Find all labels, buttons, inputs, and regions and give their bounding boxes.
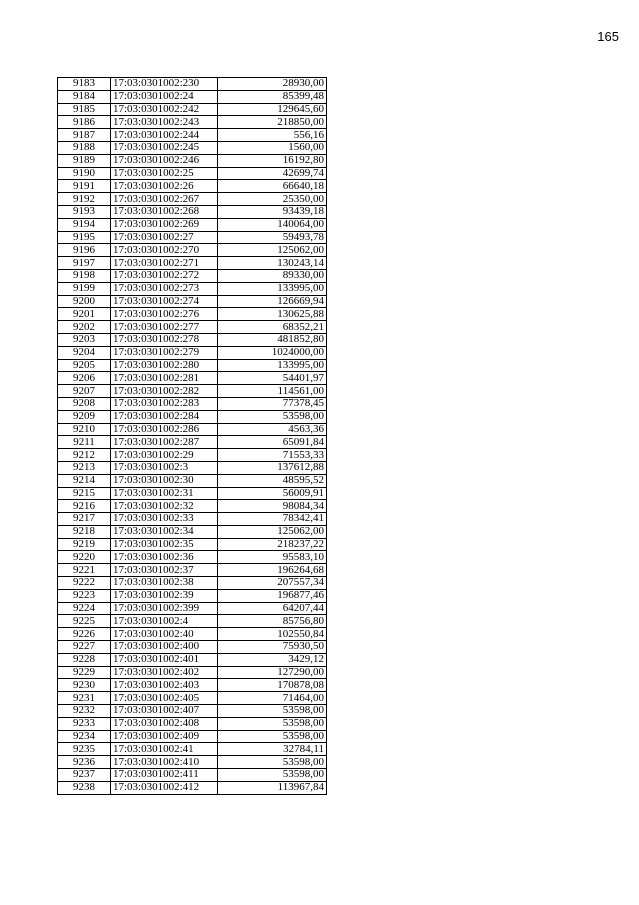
cadastral-number: 17:03:0301002:242 [111, 103, 218, 116]
cadastral-value: 42699,74 [218, 167, 327, 180]
cadastral-value: 53598,00 [218, 730, 327, 743]
row-number: 9215 [58, 487, 111, 500]
cadastral-number: 17:03:0301002:408 [111, 717, 218, 730]
table-row [58, 269, 327, 282]
row-number: 9229 [58, 666, 111, 679]
table-row [58, 705, 327, 718]
row-number: 9197 [58, 257, 111, 270]
row-number: 9212 [58, 449, 111, 462]
cadastral-number: 17:03:0301002:32 [111, 500, 218, 513]
table-row [58, 116, 327, 129]
row-number: 9190 [58, 167, 111, 180]
cadastral-value: 129645,60 [218, 103, 327, 116]
cadastral-value: 77378,45 [218, 397, 327, 410]
table-row [58, 180, 327, 193]
table-row [58, 359, 327, 372]
cadastral-number: 17:03:0301002:4 [111, 615, 218, 628]
row-number: 9235 [58, 743, 111, 756]
cadastral-number: 17:03:0301002:35 [111, 538, 218, 551]
cadastral-number: 17:03:0301002:230 [111, 78, 218, 91]
row-number: 9237 [58, 769, 111, 782]
row-number: 9183 [58, 78, 111, 91]
row-number: 9198 [58, 269, 111, 282]
row-number: 9204 [58, 346, 111, 359]
cadastral-number: 17:03:0301002:267 [111, 193, 218, 206]
registry-table [57, 77, 327, 795]
cadastral-value: 218850,00 [218, 116, 327, 129]
cadastral-number: 17:03:0301002:411 [111, 769, 218, 782]
cadastral-number: 17:03:0301002:280 [111, 359, 218, 372]
cadastral-value: 75930,50 [218, 641, 327, 654]
row-number: 9210 [58, 423, 111, 436]
row-number: 9221 [58, 564, 111, 577]
table-row [58, 666, 327, 679]
cadastral-value: 78342,41 [218, 513, 327, 526]
cadastral-value: 16192,80 [218, 154, 327, 167]
table-row [58, 717, 327, 730]
table-row [58, 781, 327, 794]
table-row [58, 743, 327, 756]
cadastral-number: 17:03:0301002:284 [111, 410, 218, 423]
cadastral-value: 196264,68 [218, 564, 327, 577]
row-number: 9188 [58, 141, 111, 154]
cadastral-value: 71464,00 [218, 692, 327, 705]
cadastral-number: 17:03:0301002:25 [111, 167, 218, 180]
cadastral-value: 53598,00 [218, 717, 327, 730]
table-row [58, 500, 327, 513]
cadastral-value: 126669,94 [218, 295, 327, 308]
table-row [58, 564, 327, 577]
cadastral-value: 130243,14 [218, 257, 327, 270]
table-row [58, 538, 327, 551]
cadastral-number: 17:03:0301002:402 [111, 666, 218, 679]
row-number: 9238 [58, 781, 111, 794]
cadastral-number: 17:03:0301002:286 [111, 423, 218, 436]
row-number: 9228 [58, 653, 111, 666]
cadastral-number: 17:03:0301002:33 [111, 513, 218, 526]
cadastral-number: 17:03:0301002:279 [111, 346, 218, 359]
cadastral-number: 17:03:0301002:278 [111, 333, 218, 346]
table-row [58, 90, 327, 103]
row-number: 9232 [58, 705, 111, 718]
cadastral-number: 17:03:0301002:36 [111, 551, 218, 564]
table-row [58, 769, 327, 782]
row-number: 9207 [58, 385, 111, 398]
cadastral-value: 196877,46 [218, 589, 327, 602]
row-number: 9199 [58, 282, 111, 295]
cadastral-value: 56009,91 [218, 487, 327, 500]
cadastral-value: 140064,00 [218, 218, 327, 231]
cadastral-value: 3429,12 [218, 653, 327, 666]
cadastral-value: 68352,21 [218, 321, 327, 334]
table-row [58, 513, 327, 526]
table-row [58, 436, 327, 449]
table-row [58, 154, 327, 167]
table-row [58, 474, 327, 487]
cadastral-value: 1560,00 [218, 141, 327, 154]
table-row [58, 628, 327, 641]
table-row [58, 692, 327, 705]
table-row [58, 641, 327, 654]
cadastral-value: 71553,33 [218, 449, 327, 462]
cadastral-value: 113967,84 [218, 781, 327, 794]
cadastral-number: 17:03:0301002:407 [111, 705, 218, 718]
table-row [58, 193, 327, 206]
cadastral-value: 53598,00 [218, 756, 327, 769]
cadastral-number: 17:03:0301002:245 [111, 141, 218, 154]
cadastral-number: 17:03:0301002:399 [111, 602, 218, 615]
table-row [58, 487, 327, 500]
row-number: 9192 [58, 193, 111, 206]
cadastral-number: 17:03:0301002:40 [111, 628, 218, 641]
table-row [58, 103, 327, 116]
cadastral-number: 17:03:0301002:282 [111, 385, 218, 398]
table-row [58, 449, 327, 462]
cadastral-number: 17:03:0301002:283 [111, 397, 218, 410]
row-number: 9203 [58, 333, 111, 346]
row-number: 9185 [58, 103, 111, 116]
table-row [58, 321, 327, 334]
cadastral-number: 17:03:0301002:3 [111, 461, 218, 474]
table-row [58, 333, 327, 346]
cadastral-number: 17:03:0301002:34 [111, 525, 218, 538]
page-number: 165 [597, 29, 619, 44]
row-number: 9214 [58, 474, 111, 487]
table-row [58, 653, 327, 666]
cadastral-value: 53598,00 [218, 705, 327, 718]
cadastral-value: 127290,00 [218, 666, 327, 679]
table-row [58, 141, 327, 154]
row-number: 9219 [58, 538, 111, 551]
cadastral-value: 114561,00 [218, 385, 327, 398]
table-row [58, 129, 327, 142]
cadastral-value: 133995,00 [218, 359, 327, 372]
row-number: 9196 [58, 244, 111, 257]
cadastral-value: 85756,80 [218, 615, 327, 628]
cadastral-value: 125062,00 [218, 525, 327, 538]
cadastral-number: 17:03:0301002:24 [111, 90, 218, 103]
cadastral-number: 17:03:0301002:412 [111, 781, 218, 794]
cadastral-value: 53598,00 [218, 769, 327, 782]
row-number: 9230 [58, 679, 111, 692]
cadastral-value: 207557,34 [218, 577, 327, 590]
cadastral-number: 17:03:0301002:274 [111, 295, 218, 308]
table-row [58, 730, 327, 743]
row-number: 9194 [58, 218, 111, 231]
cadastral-number: 17:03:0301002:31 [111, 487, 218, 500]
cadastral-value: 102550,84 [218, 628, 327, 641]
row-number: 9201 [58, 308, 111, 321]
table-row [58, 218, 327, 231]
cadastral-number: 17:03:0301002:243 [111, 116, 218, 129]
cadastral-value: 89330,00 [218, 269, 327, 282]
cadastral-value: 133995,00 [218, 282, 327, 295]
table-row [58, 372, 327, 385]
cadastral-number: 17:03:0301002:401 [111, 653, 218, 666]
cadastral-number: 17:03:0301002:29 [111, 449, 218, 462]
cadastral-number: 17:03:0301002:403 [111, 679, 218, 692]
table-row [58, 205, 327, 218]
cadastral-value: 1024000,00 [218, 346, 327, 359]
cadastral-number: 17:03:0301002:269 [111, 218, 218, 231]
table-row [58, 397, 327, 410]
table-row [58, 78, 327, 91]
row-number: 9236 [58, 756, 111, 769]
table-row [58, 461, 327, 474]
cadastral-number: 17:03:0301002:37 [111, 564, 218, 577]
row-number: 9189 [58, 154, 111, 167]
table-row [58, 282, 327, 295]
cadastral-number: 17:03:0301002:276 [111, 308, 218, 321]
cadastral-value: 25350,00 [218, 193, 327, 206]
cadastral-value: 53598,00 [218, 410, 327, 423]
cadastral-number: 17:03:0301002:271 [111, 257, 218, 270]
row-number: 9227 [58, 641, 111, 654]
cadastral-number: 17:03:0301002:410 [111, 756, 218, 769]
table-row [58, 577, 327, 590]
table-row [58, 551, 327, 564]
cadastral-number: 17:03:0301002:409 [111, 730, 218, 743]
cadastral-number: 17:03:0301002:246 [111, 154, 218, 167]
row-number: 9225 [58, 615, 111, 628]
cadastral-value: 85399,48 [218, 90, 327, 103]
row-number: 9191 [58, 180, 111, 193]
table-row [58, 231, 327, 244]
cadastral-number: 17:03:0301002:400 [111, 641, 218, 654]
table-row [58, 602, 327, 615]
cadastral-value: 98084,34 [218, 500, 327, 513]
registry-table-body [58, 78, 327, 795]
cadastral-number: 17:03:0301002:272 [111, 269, 218, 282]
table-row [58, 385, 327, 398]
table-row [58, 756, 327, 769]
row-number: 9234 [58, 730, 111, 743]
row-number: 9218 [58, 525, 111, 538]
cadastral-value: 59493,78 [218, 231, 327, 244]
row-number: 9217 [58, 513, 111, 526]
table-row [58, 615, 327, 628]
row-number: 9209 [58, 410, 111, 423]
cadastral-value: 95583,10 [218, 551, 327, 564]
cadastral-value: 170878,08 [218, 679, 327, 692]
table-row [58, 679, 327, 692]
row-number: 9193 [58, 205, 111, 218]
row-number: 9226 [58, 628, 111, 641]
cadastral-number: 17:03:0301002:26 [111, 180, 218, 193]
row-number: 9231 [58, 692, 111, 705]
cadastral-value: 556,16 [218, 129, 327, 142]
cadastral-value: 137612,88 [218, 461, 327, 474]
row-number: 9211 [58, 436, 111, 449]
cadastral-value: 481852,80 [218, 333, 327, 346]
row-number: 9187 [58, 129, 111, 142]
cadastral-value: 65091,84 [218, 436, 327, 449]
row-number: 9195 [58, 231, 111, 244]
row-number: 9233 [58, 717, 111, 730]
cadastral-number: 17:03:0301002:277 [111, 321, 218, 334]
row-number: 9220 [58, 551, 111, 564]
table-row [58, 410, 327, 423]
cadastral-value: 54401,97 [218, 372, 327, 385]
cadastral-value: 218237,22 [218, 538, 327, 551]
cadastral-number: 17:03:0301002:287 [111, 436, 218, 449]
row-number: 9216 [58, 500, 111, 513]
row-number: 9202 [58, 321, 111, 334]
row-number: 9208 [58, 397, 111, 410]
cadastral-number: 17:03:0301002:281 [111, 372, 218, 385]
cadastral-number: 17:03:0301002:268 [111, 205, 218, 218]
cadastral-number: 17:03:0301002:270 [111, 244, 218, 257]
cadastral-value: 28930,00 [218, 78, 327, 91]
table-row [58, 346, 327, 359]
cadastral-number: 17:03:0301002:30 [111, 474, 218, 487]
cadastral-value: 64207,44 [218, 602, 327, 615]
row-number: 9213 [58, 461, 111, 474]
cadastral-number: 17:03:0301002:244 [111, 129, 218, 142]
cadastral-number: 17:03:0301002:405 [111, 692, 218, 705]
table-row [58, 423, 327, 436]
cadastral-value: 93439,18 [218, 205, 327, 218]
table-row [58, 167, 327, 180]
cadastral-value: 4563,36 [218, 423, 327, 436]
row-number: 9223 [58, 589, 111, 602]
row-number: 9222 [58, 577, 111, 590]
table-row [58, 257, 327, 270]
table-row [58, 244, 327, 257]
table-row [58, 589, 327, 602]
cadastral-value: 32784,11 [218, 743, 327, 756]
row-number: 9206 [58, 372, 111, 385]
row-number: 9184 [58, 90, 111, 103]
cadastral-number: 17:03:0301002:39 [111, 589, 218, 602]
row-number: 9205 [58, 359, 111, 372]
cadastral-value: 48595,52 [218, 474, 327, 487]
cadastral-number: 17:03:0301002:41 [111, 743, 218, 756]
cadastral-value: 66640,18 [218, 180, 327, 193]
table-row [58, 308, 327, 321]
row-number: 9224 [58, 602, 111, 615]
cadastral-value: 130625,88 [218, 308, 327, 321]
table-row [58, 525, 327, 538]
cadastral-number: 17:03:0301002:273 [111, 282, 218, 295]
cadastral-number: 17:03:0301002:27 [111, 231, 218, 244]
row-number: 9200 [58, 295, 111, 308]
table-row [58, 295, 327, 308]
cadastral-number: 17:03:0301002:38 [111, 577, 218, 590]
row-number: 9186 [58, 116, 111, 129]
cadastral-value: 125062,00 [218, 244, 327, 257]
